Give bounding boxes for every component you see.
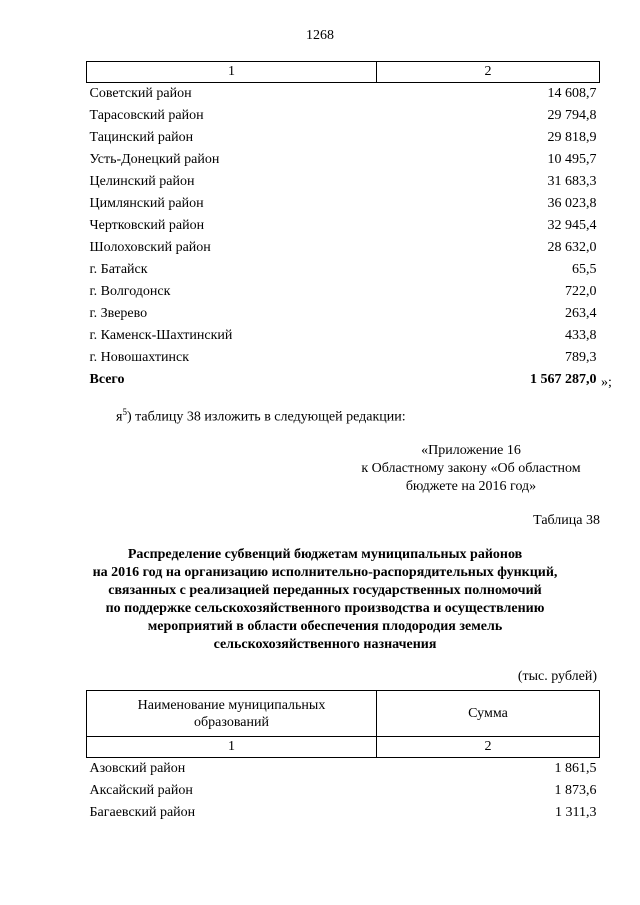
- instruction-text: ) таблицу 38 изложить в следующей редакции:: [126, 409, 406, 425]
- table-continuation: [86, 61, 600, 391]
- table-row: [87, 149, 600, 171]
- column-number-2: 2: [377, 737, 600, 758]
- district-value: 36 023,8: [547, 196, 597, 211]
- table-row: [87, 127, 600, 149]
- table-number-row: [87, 737, 600, 758]
- table-number-row: [87, 62, 600, 83]
- district-name: г. Каменск-Шахтинский: [89, 328, 233, 343]
- district-value: 32 945,4: [547, 218, 597, 233]
- district-name: Целинский район: [89, 174, 195, 189]
- total-suffix: »;: [601, 375, 612, 390]
- district-value: 722,0: [565, 284, 597, 299]
- table-row: [87, 171, 600, 193]
- header-sum: Сумма: [377, 691, 600, 737]
- appendix-line: к Областному закону «Об областном: [361, 461, 581, 476]
- title-line: связанных с реализацией переданных государственных полномочий: [108, 583, 542, 598]
- table-header-row: [87, 691, 600, 737]
- table-row: [87, 193, 600, 215]
- title-line: сельскохозяйственного назначения: [213, 637, 437, 652]
- district-name: г. Зверево: [89, 306, 148, 321]
- header-name-line: образований: [194, 714, 269, 730]
- column-number-1: 1: [87, 62, 377, 83]
- table-row: [87, 347, 600, 369]
- total-label: Всего: [89, 372, 125, 387]
- district-name: Тарасовский район: [89, 108, 204, 123]
- table-row: [87, 105, 600, 127]
- district-name: г. Волгодонск: [89, 284, 171, 299]
- district-name: Багаевский район: [89, 805, 196, 820]
- district-value: 10 495,7: [547, 152, 597, 167]
- instruction-prefix: я: [116, 409, 123, 425]
- table-row: [87, 780, 600, 802]
- table-row: [87, 802, 600, 824]
- table-row: [87, 215, 600, 237]
- district-value: 14 608,7: [547, 86, 597, 101]
- title-line: мероприятий в области обеспечения плодородия земель: [147, 619, 503, 634]
- district-name: Шолоховский район: [89, 240, 211, 255]
- district-name: г. Батайск: [89, 262, 148, 277]
- district-value: 65,5: [572, 262, 597, 277]
- table-title: [60, 546, 590, 654]
- district-name: г. Новошахтинск: [89, 350, 190, 365]
- total-value: 1 567 287,0: [530, 372, 597, 387]
- table-row: [87, 325, 600, 347]
- header-name: [87, 691, 377, 737]
- appendix-line: «Приложение 16: [421, 443, 521, 458]
- district-value: 29 818,9: [547, 130, 597, 145]
- instruction-superscript: 5: [122, 407, 127, 417]
- district-name: Аксайский район: [89, 783, 193, 798]
- table-row: [87, 83, 600, 106]
- table-38: [86, 690, 600, 824]
- total-row: [87, 369, 600, 391]
- units-label: (тыс. рублей): [517, 669, 597, 684]
- district-value: 1 873,6: [554, 783, 597, 798]
- appendix-reference: [340, 442, 602, 496]
- column-number-2: 2: [377, 62, 600, 83]
- column-number-1: 1: [87, 737, 377, 758]
- district-value: 433,8: [565, 328, 597, 343]
- title-line: Распределение субвенций бюджетам муниципальных районов: [127, 547, 523, 562]
- district-value: 28 632,0: [547, 240, 597, 255]
- title-line: на 2016 год на организацию исполнительно-распорядительных функций,: [92, 565, 558, 580]
- district-value: 789,3: [565, 350, 597, 365]
- district-name: Азовский район: [89, 761, 186, 776]
- amendment-instruction: [116, 407, 406, 426]
- district-name: Чертковский район: [89, 218, 205, 233]
- page-number: 1268: [306, 28, 334, 43]
- header-name-line: Наименование муниципальных: [137, 697, 326, 713]
- table-row: [87, 758, 600, 781]
- table-row: [87, 259, 600, 281]
- table-label: Таблица 38: [533, 513, 600, 528]
- district-name: Тацинский район: [89, 130, 194, 145]
- table-row: [87, 237, 600, 259]
- district-name: Усть-Донецкий район: [89, 152, 220, 167]
- table-row: [87, 303, 600, 325]
- district-value: 1 861,5: [554, 761, 597, 776]
- district-name: Советский район: [89, 86, 192, 101]
- district-value: 1 311,3: [555, 805, 597, 820]
- district-value: 29 794,8: [547, 108, 597, 123]
- district-value: 31 683,3: [547, 174, 597, 189]
- appendix-line: бюджете на 2016 год»: [405, 479, 537, 494]
- title-line: по поддержке сельскохозяйственного производства и осуществлению: [105, 601, 545, 616]
- district-value: 263,4: [565, 306, 597, 321]
- table-row: [87, 281, 600, 303]
- district-name: Цимлянский район: [89, 196, 204, 211]
